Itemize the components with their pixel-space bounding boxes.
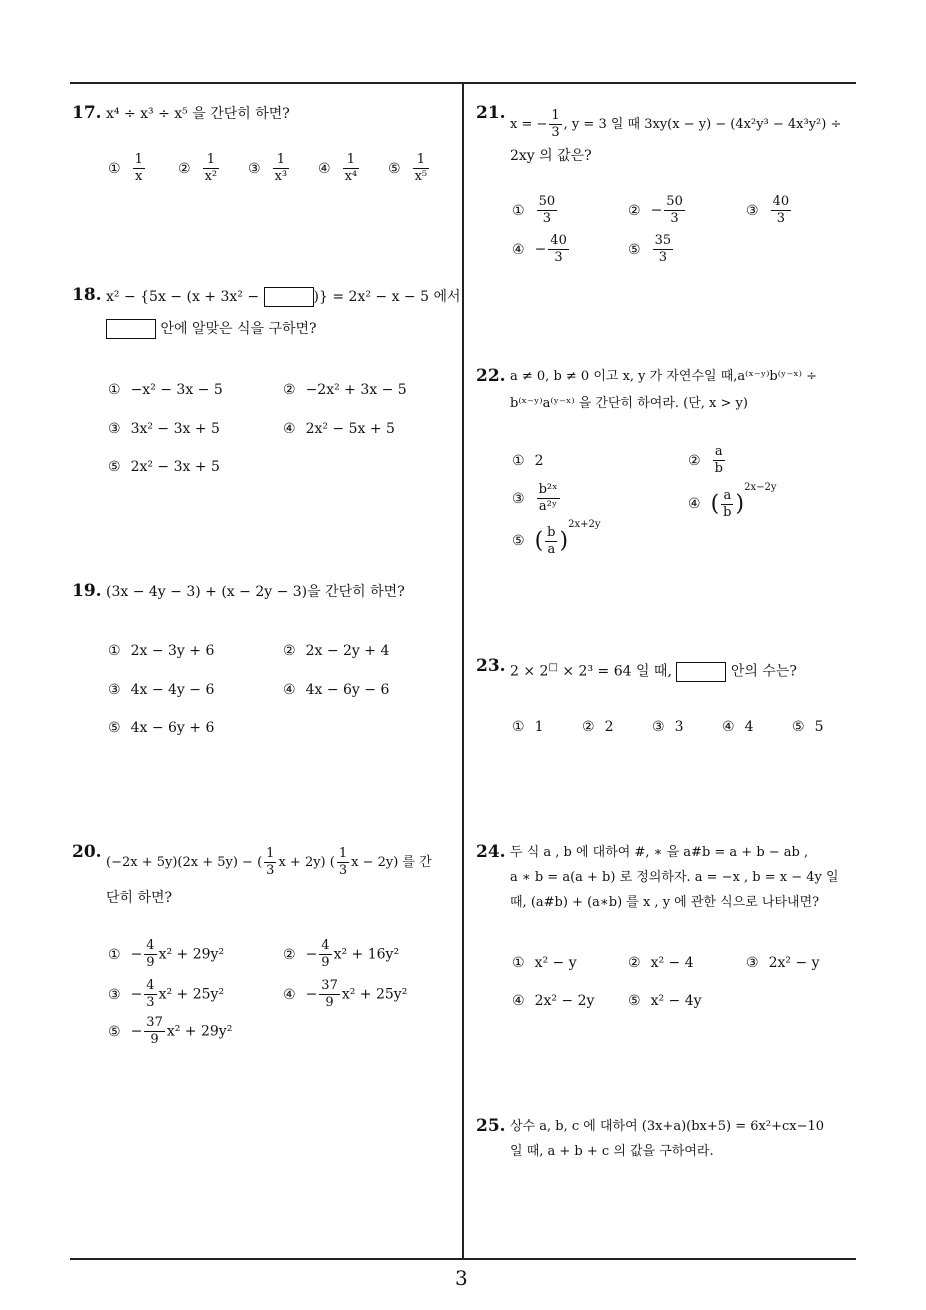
question-text-line2: a ∗ b = a(a + b) 로 정의하자. a = −x , b = x − 4y 일 (510, 870, 839, 885)
question-text-line1: (−2x + 5y)(2x + 5y) − ( $\frac{1}{3}$ x + 2y) ( $\frac{1}{3}$ x − 2y) 를 간 (106, 846, 432, 878)
answer-blank-box (106, 319, 156, 339)
option-1[interactable]: ① −x² − 3x − 5 (108, 382, 223, 398)
option-3[interactable]: ③ $\frac{1}{\text{x³}}$ (248, 152, 288, 184)
option-2[interactable]: ② − $\frac{4}{9}$ x² + 16y² (283, 938, 400, 970)
question-number: 23. (476, 656, 506, 676)
bottom-rule (70, 1258, 856, 1260)
option-3[interactable]: ③ 3 (652, 719, 684, 735)
option-1[interactable]: ① $\frac{50}{3}$ (512, 194, 556, 226)
option-3[interactable]: ③ 4x − 4y − 6 (108, 682, 215, 698)
question-text-line2: 단히 하면? (106, 890, 173, 906)
question-text: x⁴ ÷ x³ ÷ x⁵ 을 간단히 하면? (106, 106, 290, 122)
question-text: 2 × 2□ × 2³ = 64 일 때, 안의 수는? (510, 662, 797, 680)
option-1[interactable]: ① 1 (512, 719, 544, 735)
question-number: 19. (72, 581, 102, 601)
option-5[interactable]: ⑤ 4x − 6y + 6 (108, 720, 215, 736)
option-2[interactable]: ② 2x − 2y + 4 (283, 643, 390, 659)
answer-blank-box (676, 662, 726, 682)
answer-blank-box (264, 287, 314, 307)
question-text-line2: 2xy 의 값은? (510, 148, 592, 164)
option-1[interactable]: ① 2x − 3y + 6 (108, 643, 215, 659)
question-text-line1: x = − $\frac{1}{3}$ , y = 3 일 때 3xy(x − y) − (4x²y³ − 4x³y²) ÷ (510, 108, 842, 140)
question-number: 20. (72, 842, 102, 862)
question-text-line1: x² − {5x − (x + 3x² − )} = 2x² − x − 5 에서 (106, 289, 461, 305)
option-1[interactable]: ① x² − y (512, 955, 577, 971)
question-number: 17. (72, 103, 102, 123)
option-2[interactable]: ② −2x² + 3x − 5 (283, 382, 407, 398)
option-1[interactable]: ① − $\frac{4}{9}$ x² + 29y² (108, 938, 225, 970)
option-2[interactable]: ② x² − 4 (628, 955, 694, 971)
question-text-line1: 상수 a, b, c 에 대하여 (3x+a)(bx+5) = 6x²+cx−10 (510, 1119, 825, 1134)
option-4[interactable]: ④ $\frac{1}{\text{x⁴}}$ (318, 152, 358, 184)
fraction: $\frac{1}{x}$ (134, 152, 143, 184)
question-number: 18. (72, 285, 102, 305)
option-3[interactable]: ③ $\frac{40}{3}$ (746, 194, 790, 226)
question-text-line1: 두 식 a , b 에 대하여 #, ∗ 을 a#b = a + b − ab , (510, 845, 809, 860)
column-divider (462, 82, 464, 1259)
page-number: 3 (455, 1266, 468, 1290)
option-5[interactable]: ⑤ − $\frac{37}{9}$ x² + 29y² (108, 1015, 233, 1047)
option-4[interactable]: ④ − $\frac{40}{3}$ (512, 233, 567, 265)
option-2[interactable]: ② $\frac{1}{\text{x²}}$ (178, 152, 218, 184)
question-text: (3x − 4y − 3) + (x − 2y − 3)을 간단히 하면? (106, 584, 405, 600)
option-5[interactable]: ⑤ 5 (792, 719, 824, 735)
option-4[interactable]: ④ 4 (722, 719, 754, 735)
option-3[interactable]: ③ 2x² − y (746, 955, 820, 971)
question-text-line3: 때, (a#b) + (a∗b) 를 x , y 에 관한 식으로 나타내면? (510, 895, 820, 910)
fraction: $\frac{1}{\text{x²}}$ (204, 152, 218, 184)
option-5[interactable]: ⑤ ( $\frac{b}{a}$ )$^{2x+2y}$ (512, 519, 601, 557)
question-number: 25. (476, 1116, 506, 1136)
question-number: 22. (476, 366, 506, 386)
option-2[interactable]: ② − $\frac{50}{3}$ (628, 194, 683, 226)
question-text-line1: a ≠ 0, b ≠ 0 이고 x, y 가 자연수일 때,a⁽ˣ⁻ʸ⁾b⁽ʸ⁻ˣ⁾ ÷ (510, 369, 818, 384)
option-5[interactable]: ⑤ 2x² − 3x + 5 (108, 459, 220, 475)
option-5[interactable]: ⑤ x² − 4y (628, 993, 702, 1009)
option-5[interactable]: ⑤ $\frac{35}{3}$ (628, 233, 672, 265)
option-2[interactable]: ② $\frac{a}{b}$ (688, 444, 723, 476)
option-3[interactable]: ③ 3x² − 3x + 5 (108, 421, 220, 437)
option-2[interactable]: ② 2 (582, 719, 614, 735)
fraction: $\frac{1}{\text{x⁴}}$ (344, 152, 358, 184)
option-4[interactable]: ④ − $\frac{37}{9}$ x² + 25y² (283, 978, 408, 1010)
question-text-line2: 안에 알맞은 식을 구하면? (106, 315, 317, 343)
fraction: $\frac{1}{\text{x³}}$ (274, 152, 288, 184)
question-number: 21. (476, 103, 506, 123)
question-text-line2: 일 때, a + b + c 의 값을 구하여라. (510, 1144, 714, 1159)
option-5[interactable]: ⑤ $\frac{1}{\text{x⁵}}$ (388, 152, 428, 184)
option-1[interactable]: ① $\frac{1}{x}$ (108, 152, 143, 184)
option-4[interactable]: ④ 2x² − 2y (512, 993, 595, 1009)
question-text-line2: b⁽ˣ⁻ʸ⁾a⁽ʸ⁻ˣ⁾ 을 간단히 하여라. (단, x > y) (510, 396, 748, 411)
option-4[interactable]: ④ 4x − 6y − 6 (283, 682, 390, 698)
option-4[interactable]: ④ 2x² − 5x + 5 (283, 421, 395, 437)
option-4[interactable]: ④ ( $\frac{a}{b}$ )$^{2x-2y}$ (688, 482, 777, 520)
fraction: $\frac{1}{\text{x⁵}}$ (414, 152, 428, 184)
option-3[interactable]: ③ − $\frac{4}{3}$ x² + 25y² (108, 978, 225, 1010)
option-1[interactable]: ① 2 (512, 453, 544, 469)
question-number: 24. (476, 842, 506, 862)
option-3[interactable]: ③ $\frac{\text{b²ˣ}}{\text{a²ʸ}}$ (512, 482, 558, 514)
